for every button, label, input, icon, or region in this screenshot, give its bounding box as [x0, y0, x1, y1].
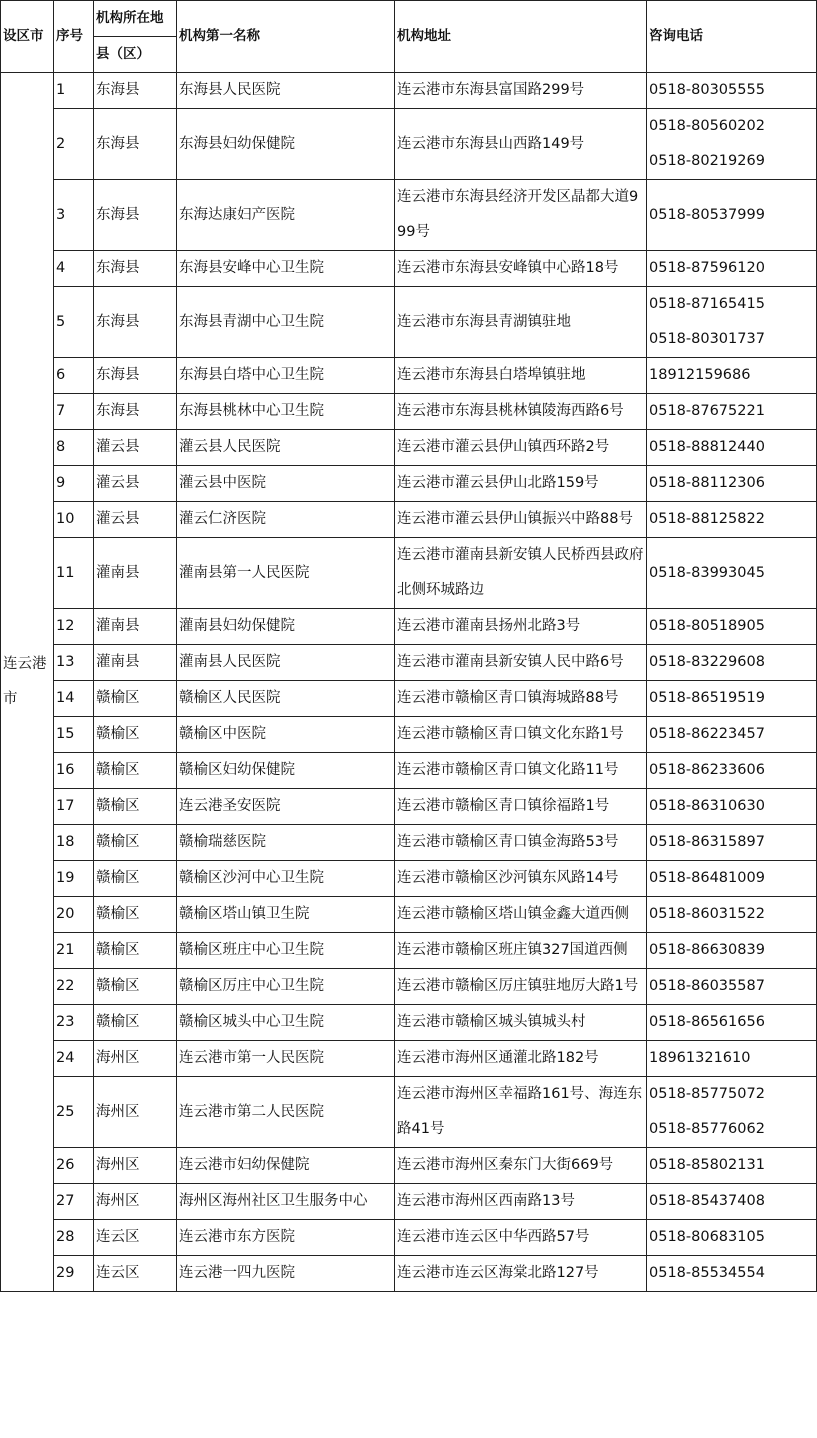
address-cell: 连云港市赣榆区班庄镇327国道西侧: [395, 933, 647, 969]
name-cell: 连云港圣安医院: [177, 789, 395, 825]
phone-number: 0518-86315897: [649, 834, 765, 850]
county-cell: 东海县: [94, 109, 177, 180]
phone-cell: [647, 897, 817, 933]
table-row: [1, 1148, 817, 1184]
table-row: [1, 753, 817, 789]
county-cell: 连云区: [94, 1220, 177, 1256]
phone-number: 0518-86561656: [649, 1014, 765, 1030]
header-city: 设区市: [1, 1, 54, 73]
phone-cell: [647, 969, 817, 1005]
address-cell: 连云港市东海县富国路299号: [395, 73, 647, 109]
phone-cell: [647, 394, 817, 430]
county-cell: 海州区: [94, 1184, 177, 1220]
seq-cell: 10: [54, 502, 94, 538]
seq-cell: 7: [54, 394, 94, 430]
phone-number: 0518-80683105: [649, 1229, 765, 1245]
seq-cell: 12: [54, 609, 94, 645]
seq-cell: 13: [54, 645, 94, 681]
phone-number: 0518-86031522: [649, 906, 765, 922]
phone-cell: [647, 109, 817, 180]
name-cell: 灌南县人民医院: [177, 645, 395, 681]
county-cell: 灌云县: [94, 466, 177, 502]
phone-cell: [647, 287, 817, 358]
address-cell: 连云港市赣榆区沙河镇东风路14号: [395, 861, 647, 897]
table-row: [1, 109, 817, 180]
seq-cell: 9: [54, 466, 94, 502]
address-cell: 连云港市东海县山西路149号: [395, 109, 647, 180]
phone-number: 0518-80301737: [649, 331, 765, 347]
address-cell: 连云港市海州区通灌北路182号: [395, 1041, 647, 1077]
phone-cell: [647, 1005, 817, 1041]
county-cell: 灌南县: [94, 538, 177, 609]
address-cell: 连云港市灌南县新安镇人民中路6号: [395, 645, 647, 681]
name-cell: 东海县白塔中心卫生院: [177, 358, 395, 394]
phone-number: 0518-86233606: [649, 762, 765, 778]
county-cell: 灌南县: [94, 645, 177, 681]
name-cell: 灌云县中医院: [177, 466, 395, 502]
name-cell: 赣榆区塔山镇卫生院: [177, 897, 395, 933]
phone-cell: [647, 717, 817, 753]
phone-number: 0518-85775072: [649, 1086, 765, 1102]
phone-cell: [647, 1220, 817, 1256]
table-row: [1, 681, 817, 717]
name-cell: 赣榆瑞慈医院: [177, 825, 395, 861]
phone-cell: [647, 73, 817, 109]
phone-number: 0518-86223457: [649, 726, 765, 742]
phone-number: 0518-80305555: [649, 82, 765, 98]
header-row-1: [1, 1, 817, 37]
address-cell: 连云港市赣榆区塔山镇金鑫大道西侧: [395, 897, 647, 933]
county-cell: 东海县: [94, 180, 177, 251]
county-cell: 海州区: [94, 1148, 177, 1184]
address-cell: 连云港市赣榆区青口镇徐福路1号: [395, 789, 647, 825]
table-row: [1, 251, 817, 287]
table-row: [1, 825, 817, 861]
table-row: [1, 73, 817, 109]
name-cell: 赣榆区沙河中心卫生院: [177, 861, 395, 897]
address-cell: 连云港市赣榆区青口镇文化路11号: [395, 753, 647, 789]
phone-number: 18912159686: [649, 367, 751, 383]
seq-cell: 11: [54, 538, 94, 609]
name-cell: 连云港市东方医院: [177, 1220, 395, 1256]
county-cell: 东海县: [94, 358, 177, 394]
seq-cell: 21: [54, 933, 94, 969]
county-cell: 赣榆区: [94, 717, 177, 753]
table-row: [1, 1005, 817, 1041]
phone-cell: [647, 825, 817, 861]
address-cell: 连云港市东海县安峰镇中心路18号: [395, 251, 647, 287]
seq-cell: 27: [54, 1184, 94, 1220]
county-cell: 东海县: [94, 251, 177, 287]
header-county-line2: 县（区）: [94, 37, 177, 73]
phone-number: 0518-87675221: [649, 403, 765, 419]
phone-number: 0518-80560202: [649, 118, 765, 134]
seq-cell: 23: [54, 1005, 94, 1041]
phone-cell: [647, 1041, 817, 1077]
phone-number: 0518-88812440: [649, 439, 765, 455]
phone-number: 0518-86310630: [649, 798, 765, 814]
county-cell: 东海县: [94, 394, 177, 430]
phone-cell: [647, 251, 817, 287]
name-cell: 赣榆区厉庄中心卫生院: [177, 969, 395, 1005]
address-cell: 连云港市赣榆区城头镇城头村: [395, 1005, 647, 1041]
phone-number: 0518-86630839: [649, 942, 765, 958]
county-cell: 海州区: [94, 1077, 177, 1148]
address-cell: 连云港市海州区西南路13号: [395, 1184, 647, 1220]
address-cell: 连云港市灌云县伊山镇西环路2号: [395, 430, 647, 466]
address-cell: 连云港市东海县经济开发区晶都大道999号: [395, 180, 647, 251]
phone-number: 0518-80537999: [649, 206, 765, 223]
address-cell: 连云港市赣榆区青口镇文化东路1号: [395, 717, 647, 753]
phone-cell: [647, 753, 817, 789]
county-cell: 赣榆区: [94, 933, 177, 969]
name-cell: 赣榆区人民医院: [177, 681, 395, 717]
phone-number: 0518-80219269: [649, 153, 765, 169]
seq-cell: 29: [54, 1256, 94, 1292]
county-cell: 灌云县: [94, 502, 177, 538]
name-cell: 东海县人民医院: [177, 73, 395, 109]
address-cell: 连云港市灌南县扬州北路3号: [395, 609, 647, 645]
address-cell: 连云港市东海县桃林镇陵海西路6号: [395, 394, 647, 430]
seq-cell: 20: [54, 897, 94, 933]
phone-cell: [647, 1256, 817, 1292]
table-row: [1, 861, 817, 897]
seq-cell: 14: [54, 681, 94, 717]
phone-cell: [647, 789, 817, 825]
county-cell: 赣榆区: [94, 825, 177, 861]
county-cell: 灌云县: [94, 430, 177, 466]
name-cell: 连云港市妇幼保健院: [177, 1148, 395, 1184]
table-row: [1, 502, 817, 538]
address-cell: 连云港市灌云县伊山镇振兴中路88号: [395, 502, 647, 538]
seq-cell: 16: [54, 753, 94, 789]
phone-number: 0518-86519519: [649, 690, 765, 706]
table-row: [1, 466, 817, 502]
phone-cell: [647, 180, 817, 251]
phone-number: 0518-86481009: [649, 870, 765, 886]
phone-cell: [647, 358, 817, 394]
address-cell: 连云港市连云区海棠北路127号: [395, 1256, 647, 1292]
name-cell: 东海县安峰中心卫生院: [177, 251, 395, 287]
name-cell: 赣榆区班庄中心卫生院: [177, 933, 395, 969]
phone-cell: [647, 861, 817, 897]
header-county-line1: 机构所在地: [94, 1, 177, 37]
phone-cell: [647, 466, 817, 502]
table-row: [1, 430, 817, 466]
name-cell: 东海县妇幼保健院: [177, 109, 395, 180]
seq-cell: 24: [54, 1041, 94, 1077]
seq-cell: 5: [54, 287, 94, 358]
phone-cell: [647, 502, 817, 538]
county-cell: 东海县: [94, 287, 177, 358]
table-row: [1, 1256, 817, 1292]
table-row: [1, 609, 817, 645]
name-cell: 灌云仁济医院: [177, 502, 395, 538]
header-name: 机构第一名称: [177, 1, 395, 73]
phone-cell: [647, 1148, 817, 1184]
phone-cell: [647, 430, 817, 466]
county-cell: 赣榆区: [94, 1005, 177, 1041]
name-cell: 东海达康妇产医院: [177, 180, 395, 251]
table-row: [1, 394, 817, 430]
seq-cell: 15: [54, 717, 94, 753]
phone-cell: [647, 933, 817, 969]
name-cell: 赣榆区城头中心卫生院: [177, 1005, 395, 1041]
seq-cell: 8: [54, 430, 94, 466]
phone-number: 0518-88112306: [649, 475, 765, 491]
table-row: [1, 789, 817, 825]
name-cell: 东海县青湖中心卫生院: [177, 287, 395, 358]
seq-cell: 1: [54, 73, 94, 109]
name-cell: 赣榆区中医院: [177, 717, 395, 753]
city-cell: 连云港市: [1, 73, 54, 1292]
county-cell: 赣榆区: [94, 861, 177, 897]
seq-cell: 2: [54, 109, 94, 180]
table-row: [1, 1184, 817, 1220]
seq-cell: 25: [54, 1077, 94, 1148]
county-cell: 赣榆区: [94, 753, 177, 789]
phone-number: 0518-80518905: [649, 618, 765, 634]
county-cell: 海州区: [94, 1041, 177, 1077]
name-cell: 灌云县人民医院: [177, 430, 395, 466]
seq-cell: 26: [54, 1148, 94, 1184]
county-cell: 赣榆区: [94, 789, 177, 825]
address-cell: 连云港市东海县白塔埠镇驻地: [395, 358, 647, 394]
phone-number: 0518-88125822: [649, 511, 765, 527]
header-address: 机构地址: [395, 1, 647, 73]
table-row: [1, 538, 817, 609]
phone-number: 0518-87165415: [649, 296, 765, 312]
phone-number: 0518-85534554: [649, 1265, 765, 1281]
phone-cell: [647, 645, 817, 681]
name-cell: 连云港一四九医院: [177, 1256, 395, 1292]
table-row: [1, 287, 817, 358]
address-cell: 连云港市灌云县伊山北路159号: [395, 466, 647, 502]
table-row: [1, 1220, 817, 1256]
address-cell: 连云港市赣榆区青口镇海城路88号: [395, 681, 647, 717]
county-cell: 赣榆区: [94, 969, 177, 1005]
seq-cell: 22: [54, 969, 94, 1005]
name-cell: 灌南县妇幼保健院: [177, 609, 395, 645]
phone-cell: [647, 1077, 817, 1148]
table-row: [1, 180, 817, 251]
address-cell: 连云港市灌南县新安镇人民桥西县政府北侧环城路边: [395, 538, 647, 609]
table-row: [1, 645, 817, 681]
name-cell: 连云港市第二人民医院: [177, 1077, 395, 1148]
address-cell: 连云港市东海县青湖镇驻地: [395, 287, 647, 358]
address-cell: 连云港市海州区秦东门大街669号: [395, 1148, 647, 1184]
table-row: [1, 969, 817, 1005]
header-seq: 序号: [54, 1, 94, 73]
phone-cell: [647, 1184, 817, 1220]
seq-cell: 4: [54, 251, 94, 287]
phone-number: 0518-83993045: [649, 564, 765, 581]
county-cell: 赣榆区: [94, 681, 177, 717]
table-row: [1, 933, 817, 969]
county-cell: 赣榆区: [94, 897, 177, 933]
name-cell: 海州区海州社区卫生服务中心: [177, 1184, 395, 1220]
phone-number: 0518-83229608: [649, 654, 765, 670]
phone-number: 0518-86035587: [649, 978, 765, 994]
header-phone: 咨询电话: [647, 1, 817, 73]
phone-cell: [647, 681, 817, 717]
county-cell: 灌南县: [94, 609, 177, 645]
seq-cell: 17: [54, 789, 94, 825]
county-cell: 连云区: [94, 1256, 177, 1292]
table-row: [1, 358, 817, 394]
county-cell: 东海县: [94, 73, 177, 109]
phone-number: 0518-85802131: [649, 1157, 765, 1173]
table-row: [1, 897, 817, 933]
seq-cell: 18: [54, 825, 94, 861]
phone-number: 0518-85776062: [649, 1121, 765, 1137]
name-cell: 灌南县第一人民医院: [177, 538, 395, 609]
seq-cell: 3: [54, 180, 94, 251]
phone-cell: [647, 609, 817, 645]
phone-number: 18961321610: [649, 1050, 751, 1066]
seq-cell: 28: [54, 1220, 94, 1256]
address-cell: 连云港市连云区中华西路57号: [395, 1220, 647, 1256]
address-cell: 连云港市海州区幸福路161号、海连东路41号: [395, 1077, 647, 1148]
table-row: [1, 717, 817, 753]
name-cell: 赣榆区妇幼保健院: [177, 753, 395, 789]
phone-number: 0518-87596120: [649, 260, 765, 276]
address-cell: 连云港市赣榆区青口镇金海路53号: [395, 825, 647, 861]
name-cell: 东海县桃林中心卫生院: [177, 394, 395, 430]
seq-cell: 6: [54, 358, 94, 394]
table-row: [1, 1077, 817, 1148]
table-row: [1, 1041, 817, 1077]
phone-cell: [647, 538, 817, 609]
name-cell: 连云港市第一人民医院: [177, 1041, 395, 1077]
seq-cell: 19: [54, 861, 94, 897]
phone-number: 0518-85437408: [649, 1193, 765, 1209]
address-cell: 连云港市赣榆区厉庄镇驻地厉大路1号: [395, 969, 647, 1005]
